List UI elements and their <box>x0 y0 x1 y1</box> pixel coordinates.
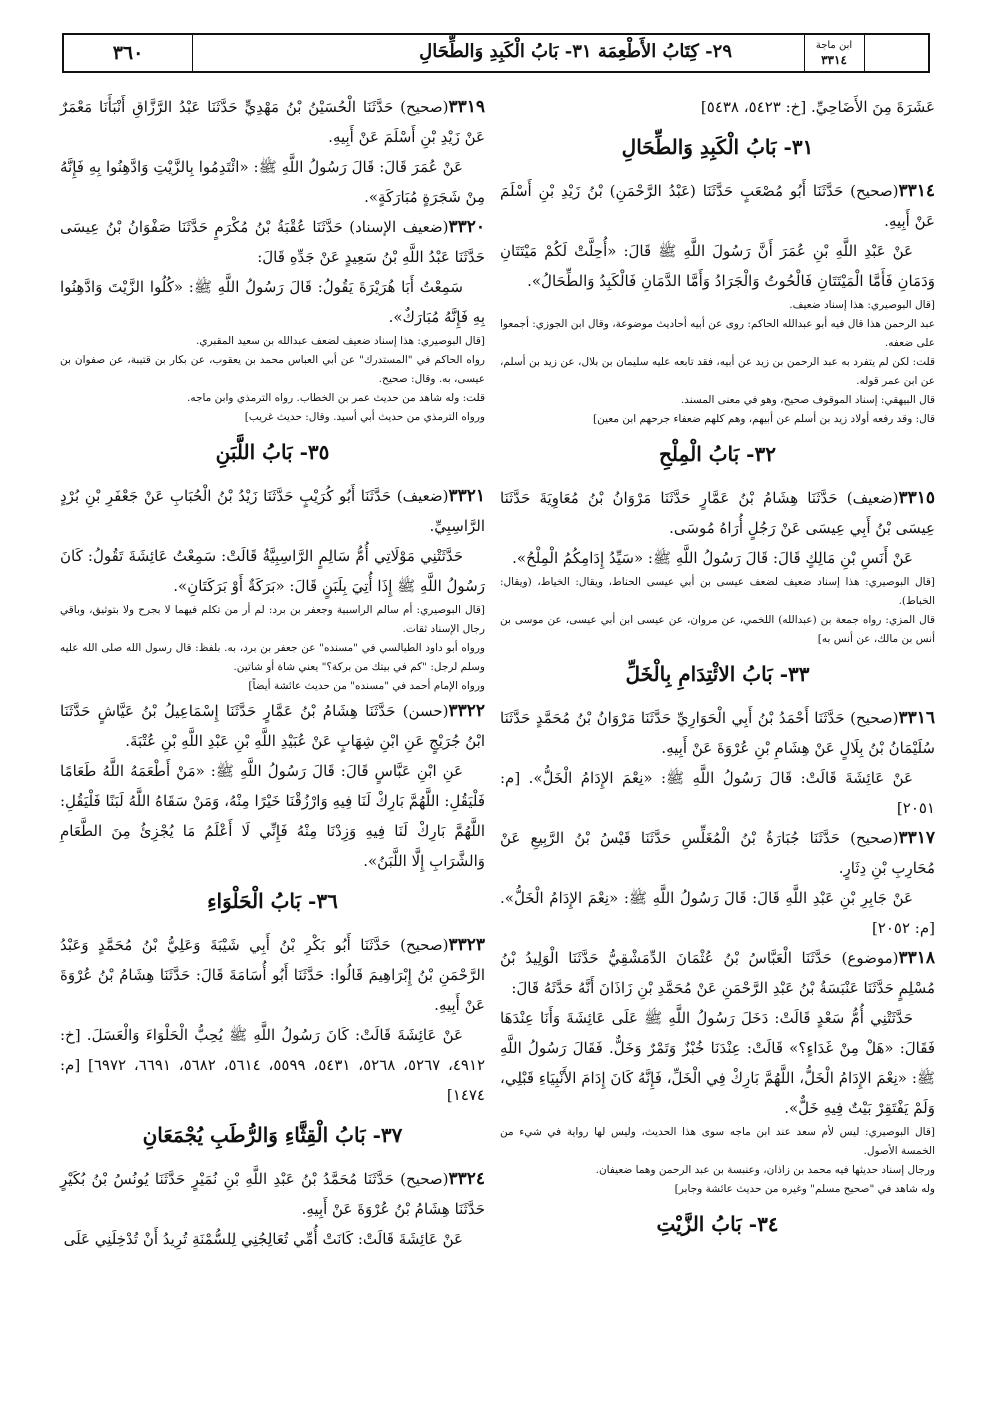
commentary-note: ورواه الترمذي من حديث أبي أسيد. وقال: حديث غريب] <box>244 411 485 423</box>
intro-line: عَشَرَةَ مِنَ الأَضَاحِيِّ. [خ: ٥٤٢٣، ٥٤٣٨] <box>700 98 935 116</box>
isnad: (صحيح) حَدَّثَنَا أَبُو بَكْرِ بْنُ أَبِي شَيْبَةَ وَعَلِيُّ بْنُ مُحَمَّدٍ وَعَبْدُ الرَّحْمَنِ بْنُ إِبْرَاهِيمَ قَالُوا: حَدَّثَنَا أَبُو أُسَامَةَ قَالَ: حَدَّثَنَا هِشَامُ بْنُ عُرْوَةَ عَنْ أَبِيهِ. <box>60 936 485 1014</box>
hadith-number: ٣٣٢١ <box>448 486 485 506</box>
right-column <box>500 92 935 1253</box>
isnad: (حسن) حَدَّثَنَا هِشَامُ بْنُ عَمَّارٍ حَدَّثَنَا إِسْمَاعِيلُ بْنُ عَيَّاشٍ حَدَّثَنَا ابْنُ جُرَيْجٍ عَنِ ابْنِ شِهَابٍ عَنْ عُبَيْدِ اللَّهِ بْنِ عَبْدِ اللَّهِ بْنِ عُتْبَةَ. <box>60 702 485 750</box>
hadith-text: عَنْ عَائِشَةَ قَالَتْ: قَالَ رَسُولُ اللَّهِ ﷺ: «نِعْمَ الإِدَامُ الْخَلُّ». [م: ٢٠٥١] <box>500 769 935 817</box>
hadith-chain <box>500 943 935 1003</box>
isnad: (صحيح) حَدَّثَنَا الْحُسَيْنُ بْنُ مَهْدِيٍّ حَدَّثَنَا عَبْدُ الرَّزَّاقِ أَنْبَأَنَا مَعْمَرٌ عَنْ زَيْدِ بْنِ أَسْلَمَ عَنْ أَبِيهِ. <box>60 98 485 146</box>
commentary-note: ورجال إسناد حديثها فيه محمد بن زاذان، وعنبسة بن عبد الرحمن وهما ضعيفان. <box>595 1164 935 1176</box>
hadith-chain <box>60 930 485 1020</box>
isnad: (ضعيف) حَدَّثَنَا هِشَامُ بْنُ عَمَّارٍ حَدَّثَنَا مَرْوَانُ بْنُ مُعَاوِيَةَ حَدَّثَنَا عِيسَى بْنُ أَبِي عِيسَى عَنْ رَجُلٍ أُرَاهُ مُوسَى. <box>500 489 935 537</box>
chapter-heading: ٣٣- بَابُ الائْتِدَامِ بِالْخَلِّ <box>625 662 810 686</box>
commentary-note: [قال البوصيري: هذا إسناد ضعيف لضعف عبدالله بن سعيد المقبري. <box>196 335 485 347</box>
commentary-note: [قال البوصيري: هذا إسناد ضعيف لضعف عيسى بن أبي عيسى الحناط، ويقال: الخياط، (ويقال: الخباط). <box>500 576 935 607</box>
commentary-note: ورواه الإمام أحمد في "مسنده" من حديث عائشة أيضاً] <box>248 680 485 692</box>
isnad: (ضعيف) حَدَّثَنَا أَبُو كُرَيْبٍ حَدَّثَنَا زَيْدُ بْنُ الْحُبَابِ عَنْ جَعْفَرِ بْنِ بُرْدٍ الرَّاسِبِيِّ. <box>60 487 485 535</box>
hadith-text: عَنْ أَنَسِ بْنِ مَالِكٍ قَالَ: قَالَ رَسُولُ اللَّهِ ﷺ: «سَيِّدُ إِدَامِكُمُ الْمِلْحُ». <box>512 549 913 567</box>
chapter-heading: ٣٧- بَابُ الْقِثَّاءِ وَالرُّطَبِ يُجْمَعَانِ <box>142 1123 403 1147</box>
chapter-heading: ٣١- بَابُ الْكَبِدِ وَالطِّحَالِ <box>621 135 814 159</box>
chapter-heading: ٣٦- بَابُ الْحَلْوَاءِ <box>207 889 338 913</box>
header-divider <box>804 35 805 71</box>
isnad: (صحيح) حَدَّثَنَا مُحَمَّدُ بْنُ عَبْدِ اللَّهِ بْنِ نُمَيْرٍ حَدَّثَنَا يُونُسُ بْنُ بُكَيْرٍ حَدَّثَنَا هِشَامُ بْنُ عُرْوَةَ عَنْ أَبِيهِ. <box>60 1170 485 1218</box>
hadith-chain <box>60 696 485 756</box>
book-name: ابن ماجة <box>815 40 853 51</box>
commentary-note: عبد الرحمن هذا قال فيه أبو عبدالله الحاكم: روى عن أبيه أحاديث موضوعة، وقال ابن الجوزي: أجمعوا على ضعفه. <box>500 318 935 349</box>
hadith-number: ٣٣٢٢ <box>448 701 485 721</box>
hadith-chain <box>60 481 485 541</box>
isnad: (موضوع) حَدَّثَنَا الْعَبَّاسُ بْنُ عُثْمَانَ الدِّمَشْقِيُّ حَدَّثَنَا الْوَلِيدُ بْنُ مُسْلِمٍ حَدَّثَنَا عَنْبَسَةُ بْنُ عَبْدِ الرَّحْمَنِ عَنْ مُحَمَّدِ بْنِ زَاذَانَ أَنَّهُ حَدَّثَهُ قَالَ: <box>500 949 935 997</box>
hadith-text: عَنْ عَائِشَةَ قَالَتْ: كَانَتْ أُمِّي تُعَالِجُنِي لِلسُّمْنَةِ تُرِيدُ أَنْ تُدْخِلَنِي عَلَى <box>63 1230 463 1248</box>
hadith-text: حَدَّثَتْنِي أُمُّ سَعْدٍ قَالَتْ: دَخَلَ رَسُولُ اللَّهِ ﷺ عَلَى عَائِشَةَ وَأَنَا عِنْدَهَا فَقَالَ: «هَلْ مِنْ غَدَاءٍ؟» قَالَتْ: عِنْدَنَا خُبْزٌ وَتَمْرٌ وَخَلٌّ. فَقَالَ رَسُولُ اللَّهِ ﷺ: «نِعْمَ الإِدَامُ الْخَلُّ، اللَّهُمَّ بَارِكْ فِي الْخَلِّ، فَإِنَّهُ كَانَ إِدَامَ الأَنْبِيَاءِ قَبْلِي، وَلَمْ يَفْتَقِرْ بَيْتٌ فِيهِ خَلٌّ». <box>500 1009 935 1117</box>
chapter-heading: ٣٥- بَابُ اللَّبَنِ <box>215 440 330 464</box>
hadith-number: ٣٣١٩ <box>448 97 485 117</box>
hadith-text: عَنْ عُمَرَ قَالَ: قَالَ رَسُولُ اللَّهِ ﷺ: «ائْتَدِمُوا بِالزَّيْتِ وَادَّهِنُوا بِهِ فَإِنَّهُ مِنْ شَجَرَةٍ مُبَارَكَةٍ». <box>60 158 485 206</box>
commentary-note: قلت: وله شاهد من حديث عمر بن الخطاب. رواه الترمذي وابن ماجه. <box>186 392 485 404</box>
hadith-chain <box>500 703 935 763</box>
hadith-chain <box>60 212 485 272</box>
hadith-number: ٣٣٢٤ <box>448 1169 485 1189</box>
running-title: ٢٩- كِتَابُ الأَطْعِمَة ٣١- بَابُ الْكَبِدِ وَالطِّحَالِ <box>419 41 732 62</box>
hadith-number: ٣٣٢٠ <box>448 217 485 237</box>
isnad: (صحيح) حَدَّثَنَا أَحْمَدُ بْنُ أَبِي الْحَوَارِيِّ حَدَّثَنَا مَرْوَانُ بْنُ مُحَمَّدٍ حَدَّثَنَا سُلَيْمَانُ بْنُ بِلَالٍ عَنْ هِشَامِ بْنِ عُرْوَةَ عَنْ أَبِيهِ. <box>500 709 935 757</box>
hadith-text: سَمِعْتُ أَبَا هُرَيْرَةَ يَقُولُ: قَالَ رَسُولُ اللَّهِ ﷺ: «كُلُوا الزَّيْتَ وَادَّهِنُوا بِهِ فَإِنَّهُ مُبَارَكٌ». <box>60 278 485 326</box>
book-reference <box>806 39 862 67</box>
commentary-note: قال: وقد رفعه أولاد زيد بن أسلم عن أبيهم، وهم كلهم ضعفاء جرحهم ابن معين] <box>593 413 935 425</box>
isnad: (صحيح) حَدَّثَنَا أَبُو مُصْعَبٍ حَدَّثَنَا (عَبْدُ الرَّحْمَنِ) بْنُ زَيْدِ بْنِ أَسْلَمَ عَنْ أَبِيهِ. <box>500 182 935 230</box>
hadith-number: ٣٣١٦ <box>898 708 935 728</box>
header-hadith-number: ٣٣١٤ <box>821 53 847 67</box>
hadith-chain <box>60 92 485 152</box>
hadith-text: عَنِ ابْنِ عَبَّاسٍ قَالَ: قَالَ رَسُولُ اللَّهِ ﷺ: «مَنْ أَطْعَمَهُ اللَّهُ طَعَامًا فَلْيَقُلِ: اللَّهُمَّ بَارِكْ لَنَا فِيهِ وَارْزُقْنَا خَيْرًا مِنْهُ، وَمَنْ سَقَاهُ اللَّهُ لَبَنًا فَلْيَقُلِ: اللَّهُمَّ بَارِكْ لَنَا فِيهِ وَزِدْنَا مِنْهُ فَإِنِّي لَا أَعْلَمُ مَا يُجْزِئُ مِنَ الطَّعَامِ وَالشَّرَابِ إِلَّا اللَّبَنُ». <box>60 762 485 870</box>
page-number: ٣٦٠ <box>112 42 144 64</box>
chapter-heading: ٣٤- بَابُ الزَّيْتِ <box>656 1212 779 1236</box>
isnad: (ضعيف الإسناد) حَدَّثَنَا عُقْبَةُ بْنُ مُكْرَمٍ حَدَّثَنَا صَفْوَانُ بْنُ عِيسَى حَدَّثَنَا عَبْدُ اللَّهِ بْنُ سَعِيدٍ عَنْ جَدِّهِ قَالَ: <box>60 218 485 266</box>
chapter-heading: ٣٢- بَابُ الْمِلْحِ <box>659 442 776 466</box>
commentary-note: قلت: لكن لم يتفرد به عبد الرحمن بن زيد عن أبيه، فقد تابعه عليه سليمان بن بلال، عن زيد بن أسلم، عن ابن عمر قوله. <box>500 356 935 387</box>
hadith-chain <box>500 483 935 543</box>
commentary-note: قال المزي: رواه جمعة بن (عبدالله) اللخمي، عن مروان، عن عيسى ابن أبي عيسى، عن موسى بن أنس بن مالك، عن أنس به] <box>500 614 935 645</box>
hadith-number: ٣٣٢٣ <box>448 935 485 955</box>
commentary-note: [قال البوصيري: ليس لأم سعد عند ابن ماجه سوى هذا الحديث، وليس لها رواية في شيء من الخمسة الأصول. <box>500 1126 935 1157</box>
hadith-text: حَدَّثَتْنِي مَوْلَاتِي أُمُّ سَالِمٍ الرَّاسِبِيَّةُ قَالَتْ: سَمِعْتُ عَائِشَةَ تَقُولُ: كَانَ رَسُولُ اللَّهِ ﷺ إِذَا أُتِيَ بِلَبَنٍ قَالَ: «بَرَكَةٌ أَوْ بَرَكَتَانِ». <box>60 547 485 595</box>
header-divider <box>192 35 193 71</box>
commentary-note: وله شاهد في "صحيح مسلم" وغيره من حديث عائشة وجابر] <box>674 1183 935 1195</box>
hadith-text: عَنْ عَائِشَةَ قَالَتْ: كَانَ رَسُولُ اللَّهِ ﷺ يُحِبُّ الْحَلْوَاءَ وَالْعَسَلَ. [خ: ٤٩١٢، ٥٢٦٧، ٥٢٦٨، ٥٤٣١، ٥٥٩٩، ٥٦١٤، ٥٦٨٢، ٦٦٩١، ٦٩٧٢] [م: ١٤٧٤] <box>60 1026 486 1104</box>
hadith-chain <box>500 823 935 883</box>
hadith-number: ٣٣١٨ <box>898 948 935 968</box>
hadith-number: ٣٣١٧ <box>898 828 935 848</box>
commentary-note: [قال البوصيري: أم سالم الراسبية وجعفر بن برد: لم أر من تكلم فيهما لا بجرح ولا بتوثيق، وباقي رجال الإسناد ثقات. <box>60 604 485 635</box>
hadith-chain <box>60 1164 485 1224</box>
isnad: (صحيح) حَدَّثَنَا جُبَارَةُ بْنُ الْمُغَلِّسِ حَدَّثَنَا قَيْسُ بْنُ الرَّبِيعِ عَنْ مُحَارِبِ بْنِ دِثَارٍ. <box>500 829 935 877</box>
commentary-note: ورواه أبو داود الطيالسي في "مسنده" عن جعفر بن برد، به. بلفظ: قال رسول الله صلى الله عليه وسلم لرجل: "كم في بيتك من بركة؟" يعني شاة أو شاتين. <box>60 642 485 673</box>
hadith-text: عَنْ جَابِرِ بْنِ عَبْدِ اللَّهِ قَالَ: قَالَ رَسُولُ اللَّهِ ﷺ: «نِعْمَ الإِدَامُ الْخَلُّ». [م: ٢٠٥٢] <box>500 889 935 937</box>
hadith-text: عَنْ عَبْدِ اللَّهِ بْنِ عُمَرَ أَنَّ رَسُولَ اللَّهِ ﷺ قَالَ: «أُحِلَّتْ لَكُمْ مَيْتَتَانِ وَدَمَانِ فَأَمَّا الْمَيْتَتَانِ فَالْحُوتُ وَالْجَرَادُ وَأَمَّا الدَّمَانِ فَالْكَبِدُ وَالطِّحَالُ». <box>500 242 935 290</box>
page-header <box>62 33 930 73</box>
hadith-number: ٣٣١٤ <box>898 181 935 201</box>
hadith-number: ٣٣١٥ <box>898 488 935 508</box>
left-column <box>60 92 485 1254</box>
commentary-note: قال البيهقي: إسناد الموقوف صحيح، وهو في معنى المسند. <box>680 394 935 406</box>
commentary-note: رواه الحاكم في "المستدرك" عن أبي العباس محمد بن يعقوب، عن بكار بن قتيبة، عن صفوان بن عيسى، به. وقال: صحيح. <box>60 354 485 385</box>
header-divider <box>864 35 865 71</box>
hadith-chain <box>500 176 935 236</box>
commentary-note: [قال البوصيري: هذا إسناد ضعيف. <box>789 299 935 311</box>
